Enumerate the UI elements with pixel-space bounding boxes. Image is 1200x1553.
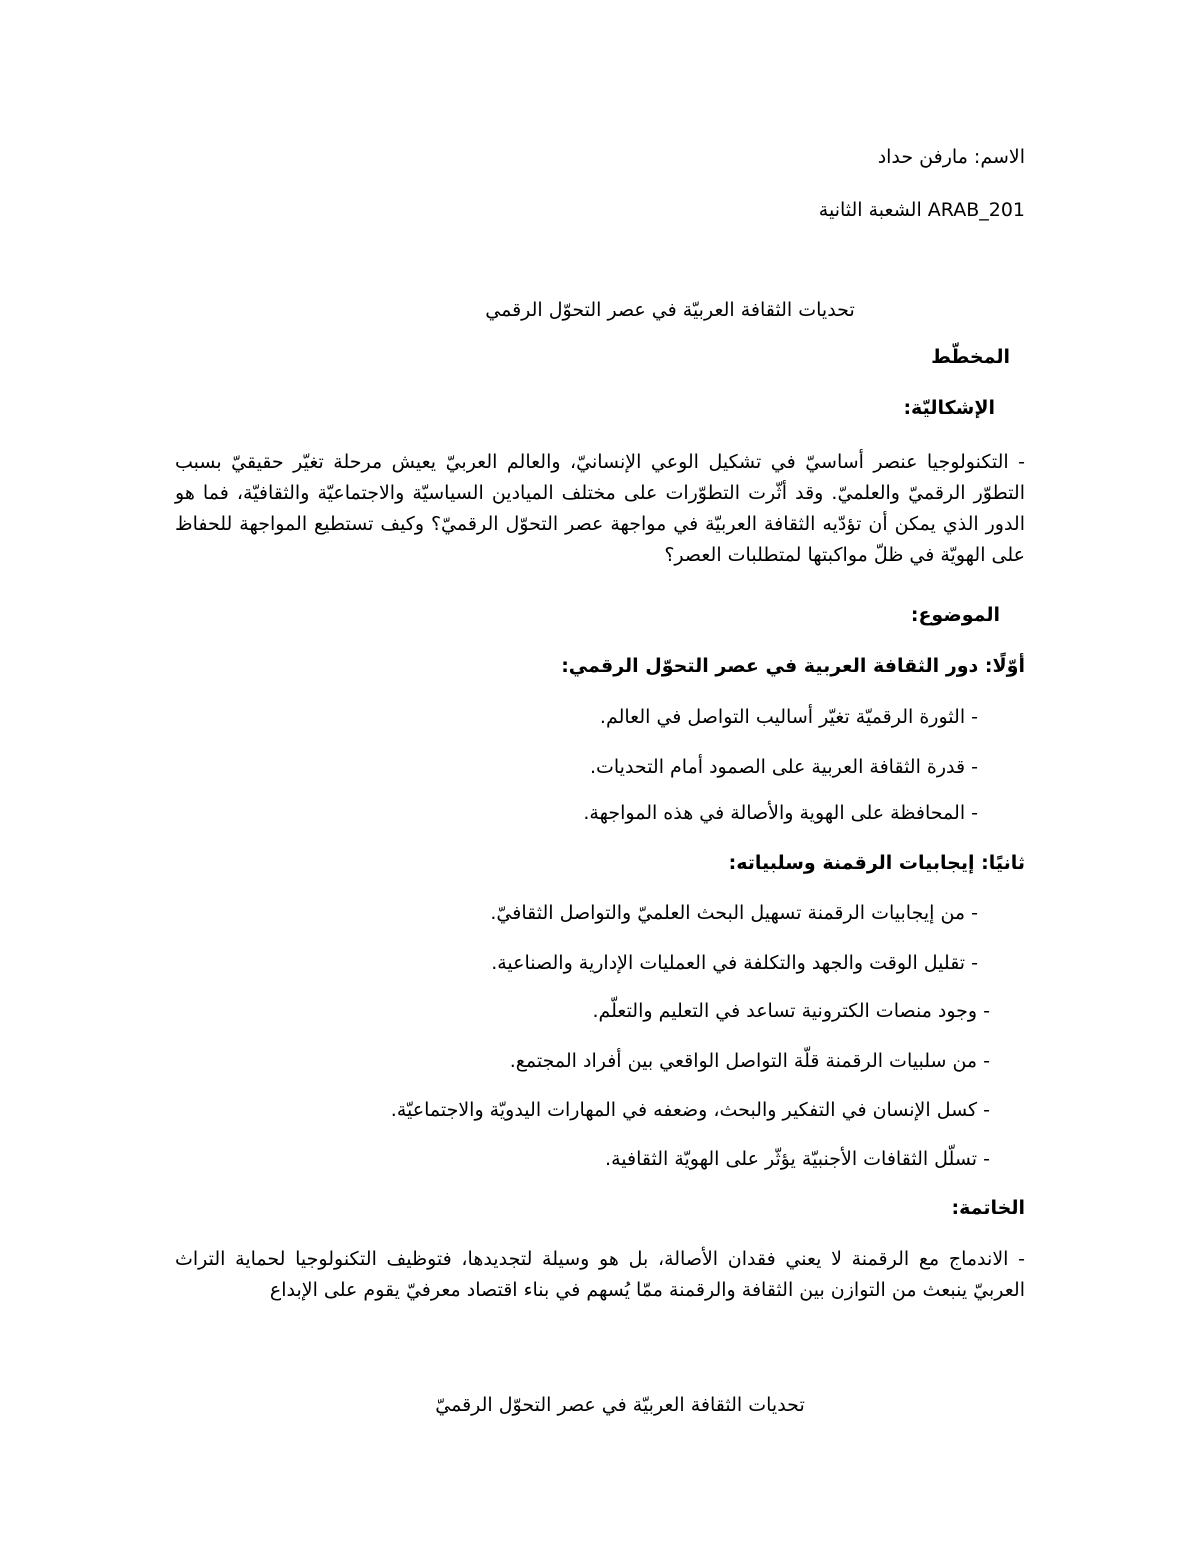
- problem-paragraph: - التكنولوجيا عنصر أساسيّ في تشكيل الوعي الإنسانيّ، والعالم العربيّ يعيش مرحلة تغيّر حقيقيّ بسبب التطوّر الرقميّ والعلميّ. وقد أثّرت التطوّرات على مختلف الميادين السياسيّة والاجتماعيّة والثقافيّة، فما هو الدور الذي يمكن أن تؤدّيه الثقافة العربيّة في مواجهة عصر التحوّل الرقميّ؟ وكيف تستطيع المواجهة للحفاظ على الهويّة في ظلّ مواكبتها لمتطلبات العصر؟: [175, 451, 1025, 566]
- part1-item: - الثورة الرقميّة تغيّر أساليب التواصل في العالم.: [599, 706, 978, 728]
- part2-item: - تقليل الوقت والجهد والتكلفة في العمليات الإدارية والصناعية.: [491, 952, 978, 974]
- part2-item: - تسلّل الثقافات الأجنبيّة يؤثّر على الهويّة الثقافية.: [605, 1148, 990, 1170]
- part1-heading: أوّلًا: دور الثقافة العربية في عصر التحوّل الرقمي:: [561, 655, 1025, 677]
- part2-item: - من سلبيات الرقمنة قلّة التواصل الواقعي بين أفراد المجتمع.: [509, 1050, 990, 1072]
- part2-item: - من إيجابيات الرقمنة تسهيل البحث العلميّ والتواصل الثقافيّ.: [490, 902, 978, 924]
- student-name: الاسم: مارفن حداد: [877, 146, 1025, 168]
- part2-item: - وجود منصات الكترونية تساعد في التعليم والتعلّم.: [592, 1000, 990, 1022]
- topic-heading: الموضوع:: [910, 604, 1000, 626]
- part1-item: - المحافظة على الهوية والأصالة في هذه المواجهة.: [583, 802, 978, 824]
- part2-item: - كسل الإنسان في التفكير والبحث، وضعفه في المهارات اليدويّة والاجتماعيّة.: [390, 1099, 990, 1121]
- conclusion-heading: الخاتمة:: [951, 1197, 1025, 1219]
- part2-heading: ثانيًا: إيجابيات الرقمنة وسلبياته:: [728, 852, 1025, 874]
- part1-item: - قدرة الثقافة العربية على الصمود أمام التحديات.: [589, 756, 978, 778]
- conclusion-paragraph: - الاندماج مع الرقمنة لا يعني فقدان الأصالة، بل هو وسيلة لتجديدها، فتوظيف التكنولوجيا لحماية التراث العربيّ ينبعث من التوازن بين الثقافة والرقمنة ممّا يُسهم في بناء اقتصاد معرفيّ يقوم على الإبداع: [175, 1248, 1025, 1301]
- problem-heading: الإشكاليّة:: [903, 397, 995, 419]
- outline-label: المخطّط: [931, 346, 1010, 368]
- footer-title: تحديات الثقافة العربيّة في عصر التحوّل الرقميّ: [435, 1394, 805, 1416]
- document-title: تحديات الثقافة العربيّة في عصر التحوّل الرقمي: [485, 299, 855, 321]
- course-section: ARAB_201 الشعبة الثانية: [818, 199, 1025, 221]
